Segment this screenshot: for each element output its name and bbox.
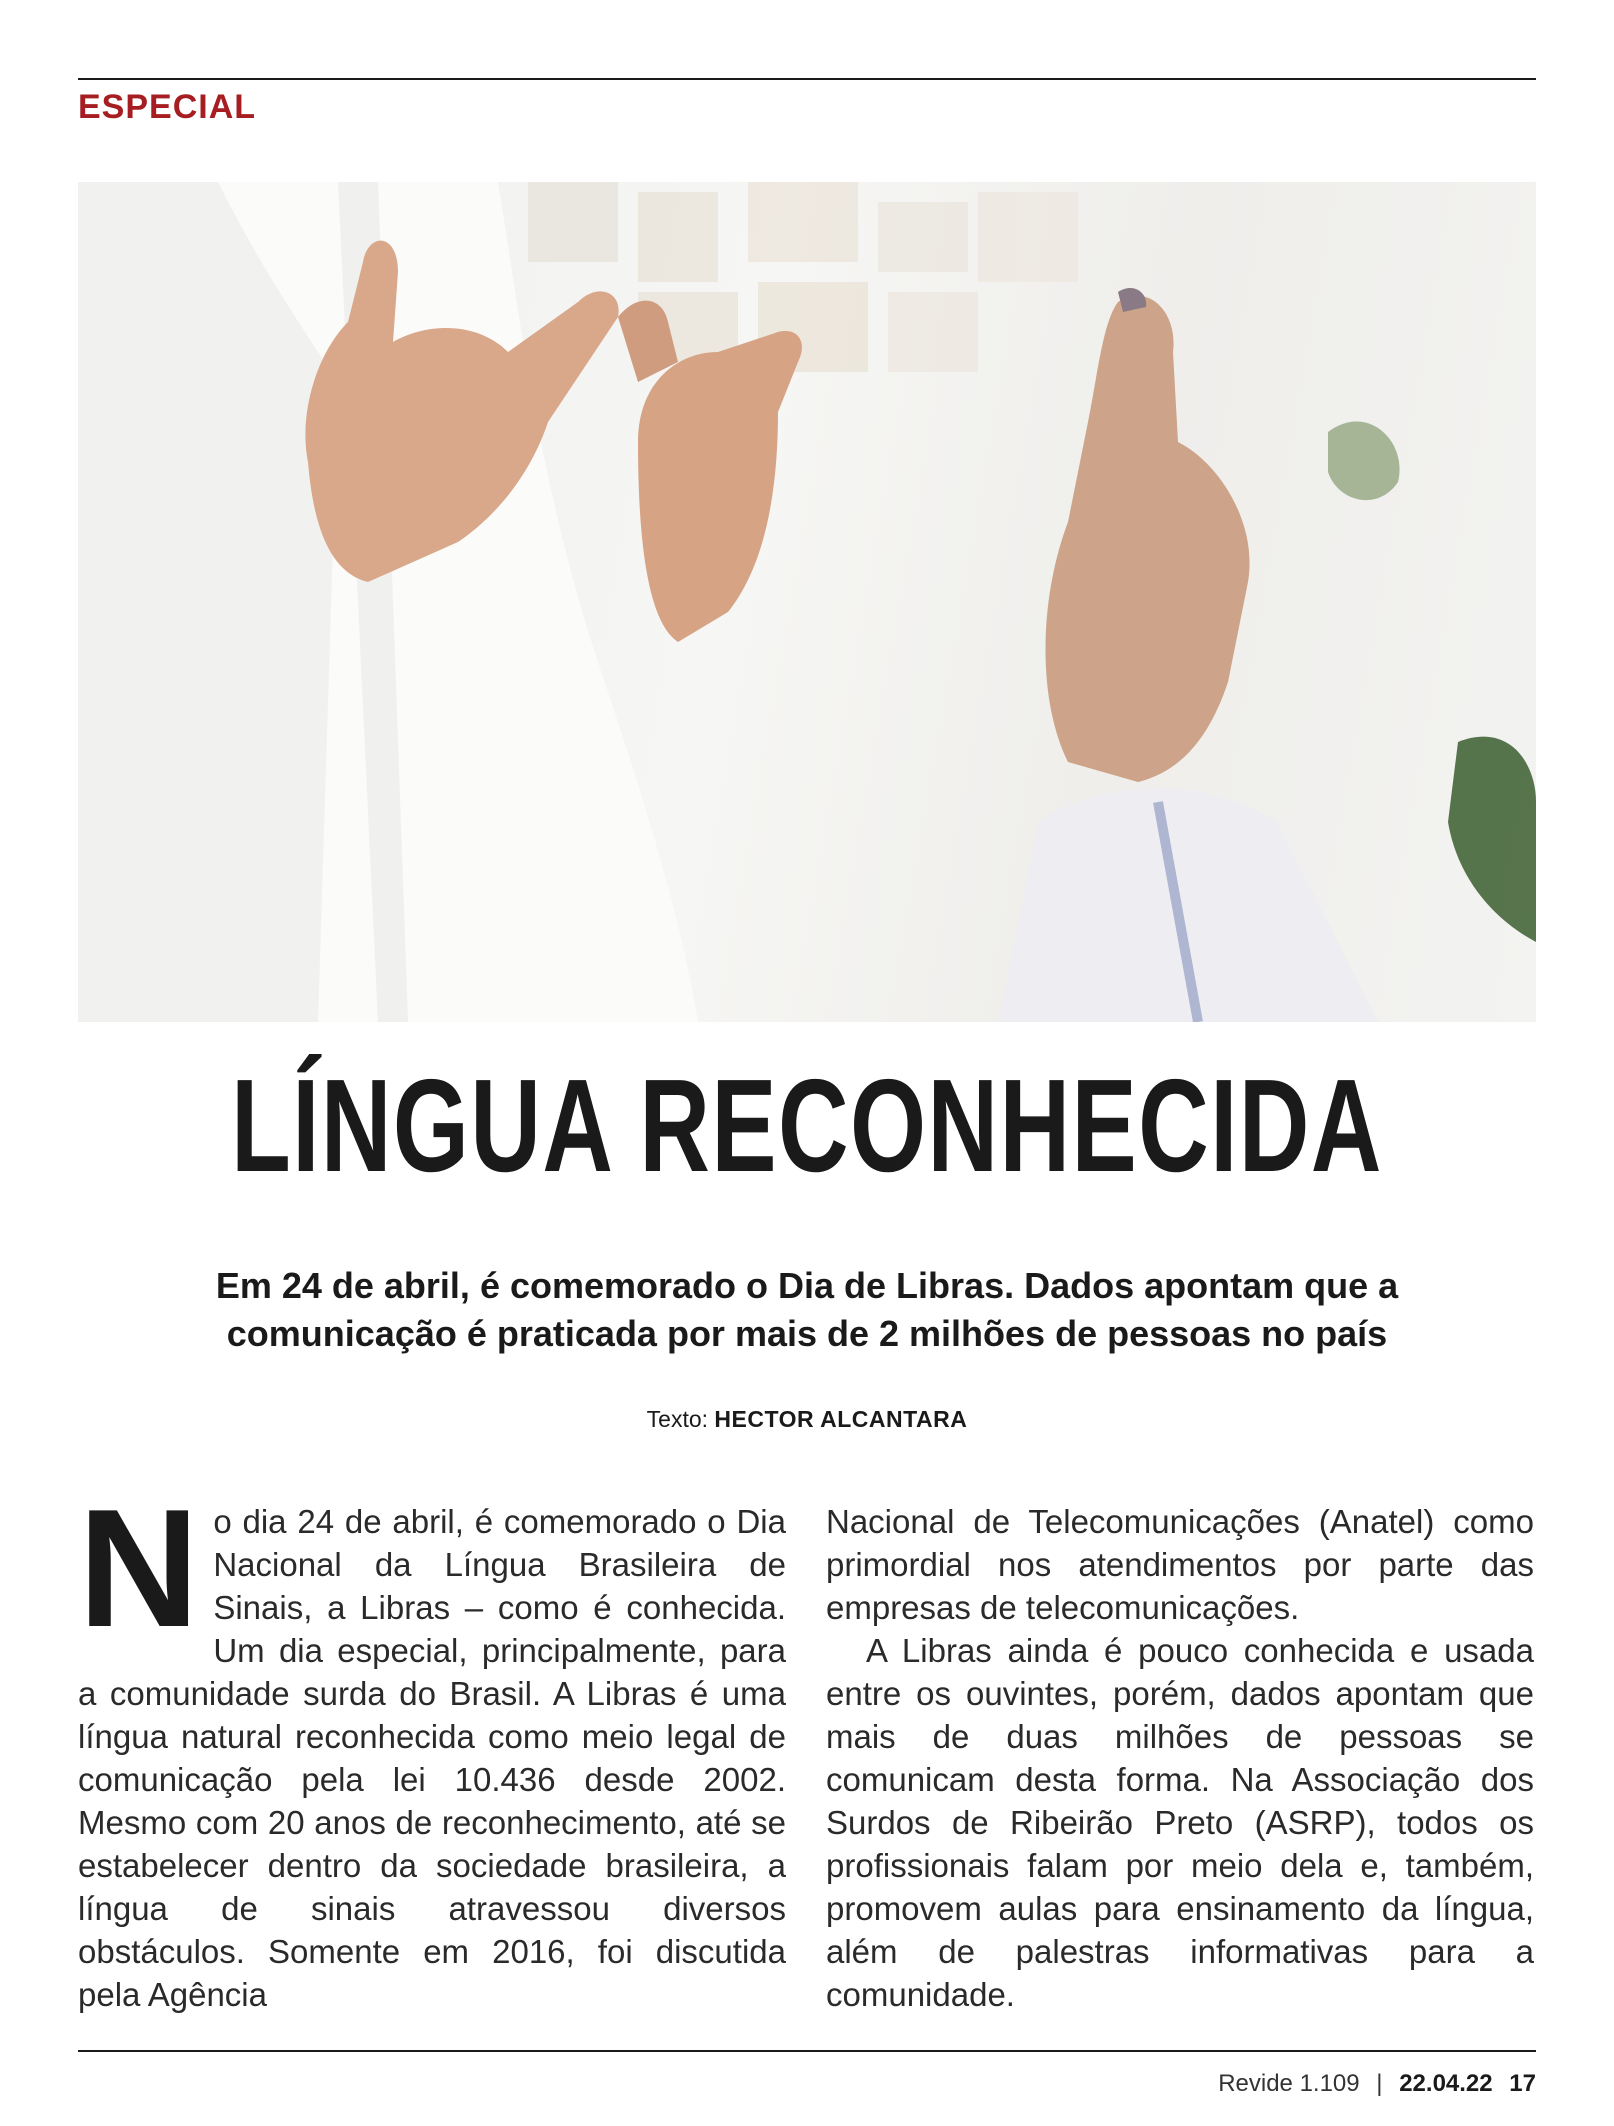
issue-date: 22.04.22 [1399,2070,1493,2097]
drop-cap: N [78,1474,200,1662]
headline: LÍNGUA RECONHECIDA [231,1052,1383,1199]
article-column-right [826,1500,1534,2016]
section-label: ESPECIAL [78,88,257,126]
subheadline: Em 24 de abril, é comemorado o Dia de Libras. Dados apontam que a comunicação é praticada por mais de 2 milhões de pessoas no país [215,1265,1399,1354]
page-footer [1218,2070,1536,2098]
article-paragraph: Nacional de Telecomunicações (Anatel) como primordial nos atendimentos por parte das empresas de telecomunicações. [826,1503,1534,1626]
footer-separator: | [1376,2070,1383,2097]
article-paragraph: A Libras ainda é pouco conhecida e usada entre os ouvintes, porém, dados apontam que mais de duas milhões de pessoas se comunicam desta forma. Na Associação dos Surdos de Ribeirão Preto (ASRP), todos os profissionais falam por meio dela e, também, promovem aulas para ensinamento da língua, além de palestras informativas para a comunidade. [826,1632,1534,2013]
article-column-left [78,1474,786,2016]
article-paragraph: o dia 24 de abril, é comemorado o Dia Nacional da Língua Brasileira de Sinais, a Libras – como é conhecida. Um dia especial, principalmente, para a comunidade surda do Brasil. A Libras é uma língua natural reconhecida como meio legal de comunicação pela lei 10.436 desde 2002. Mesmo com 20 anos de reconhecimento, até se estabelecer dentro da sociedade brasileira, a língua de sinais atravessou diversos obstáculos. Somente em 2016, foi discutida pela Agência [78,1503,786,2013]
byline-prefix: Texto: [646,1406,709,1432]
top-rule [78,78,1536,80]
hands-sign-language-photo [78,182,1536,1022]
byline [0,1406,1614,1433]
hero-photo [78,182,1536,1022]
bottom-rule [78,2050,1536,2052]
byline-author: HECTOR ALCANTARA [714,1406,968,1432]
page-number: 17 [1509,2070,1536,2097]
publication-name: Revide 1.109 [1218,2070,1360,2097]
